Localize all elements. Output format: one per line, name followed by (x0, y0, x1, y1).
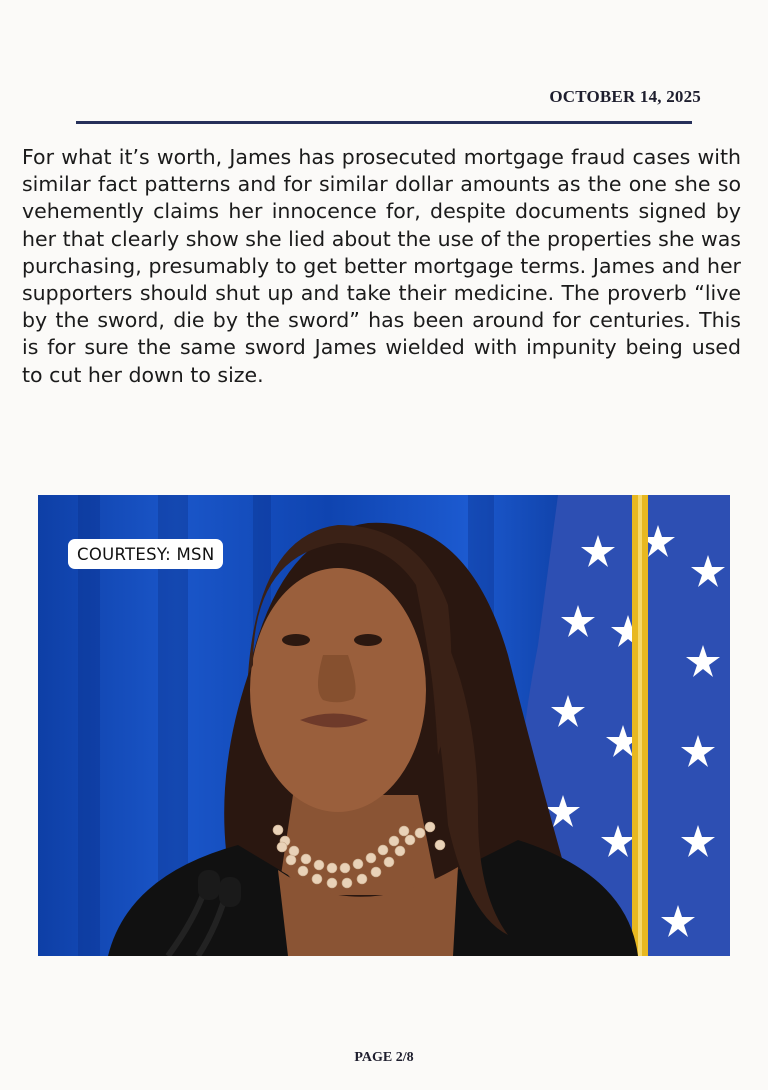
photo-caption: COURTESY: MSN (68, 539, 223, 569)
date-label: OCTOBER 14, 2025 (549, 87, 701, 106)
article-paragraph: For what it’s worth, James has prosecuted mortgage fraud cases with similar fact patterns and for similar dollar amounts as the one she so vehemently claims her innocence for, despite documents signed by her that clearly show she lied about the use of the properties she was purchasing, presumably to get better mortgage terms. James and her supporters should shut up and take their medicine. The proverb “live by the sword, die by the sword” has been around for centuries. This is for sure the same sword James wielded with impunity being used to cut her down to size. (22, 145, 741, 387)
article-photo (38, 495, 730, 956)
header-rule (76, 121, 692, 124)
page-number: PAGE 2/8 (354, 1050, 414, 1065)
